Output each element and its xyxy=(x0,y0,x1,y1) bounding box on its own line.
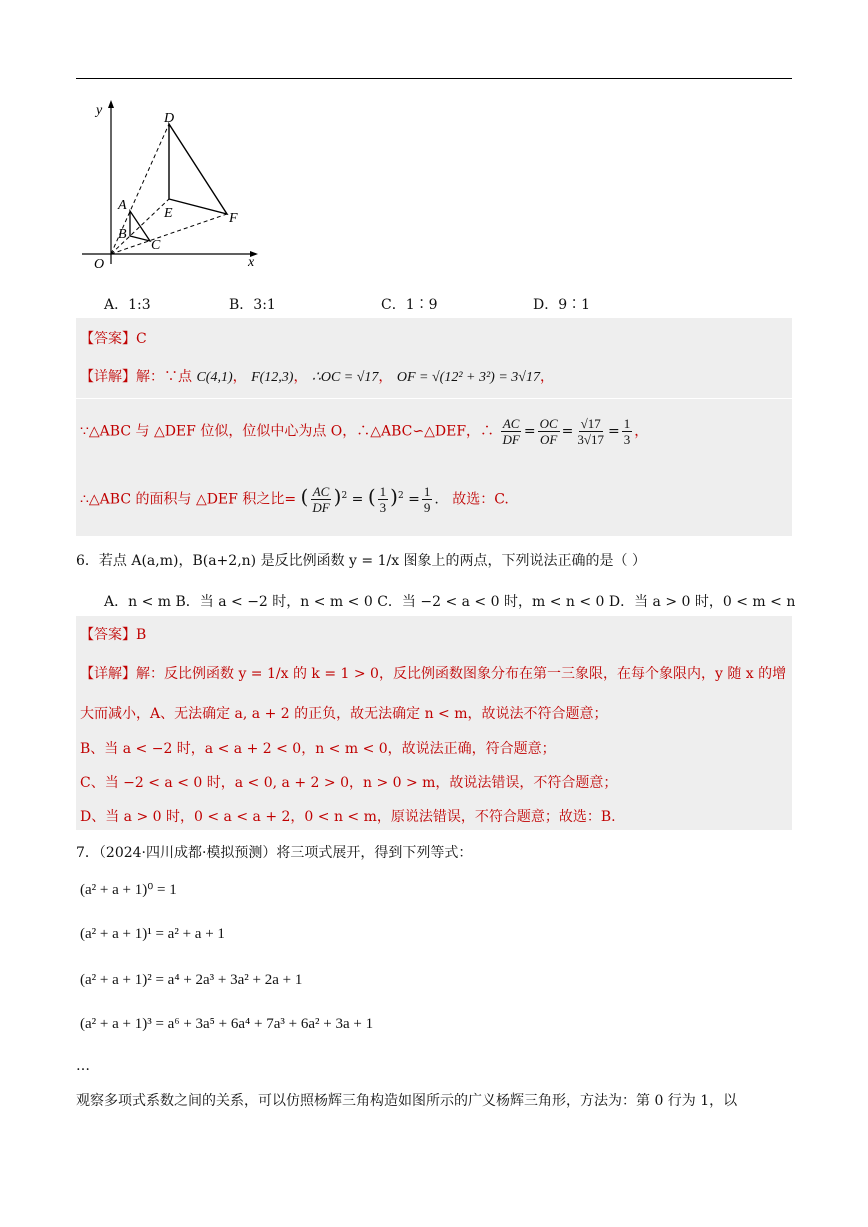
of-value: OF = √(12² + 3²) = 3√17 xyxy=(396,370,540,385)
label-D: D xyxy=(164,111,175,126)
similarity-text: ∵△ABC 与 △DEF 位似，位似中心为点 O，∴△ABC∽△DEF，∴ xyxy=(80,423,495,440)
header-rule xyxy=(76,78,792,79)
ratio-sqrt: $\frac{√17}{3√17}$ xyxy=(577,416,605,447)
q6-stem: 6．若点 A(a,m)，B(a+2,n) 是反比例函数 y = 1/x 图象上的两点，下列说法正确的是（ ） xyxy=(76,553,646,569)
point-C: C(4,1) xyxy=(196,370,233,385)
q5-option-c: C．1∶9 xyxy=(381,297,438,313)
box-divider xyxy=(76,398,792,399)
detail-tag: 【详解】 xyxy=(80,666,136,682)
answer-tag: 【答案】 xyxy=(80,627,136,643)
q6-answer-box xyxy=(76,616,792,830)
detail-tag: 【详解】 xyxy=(80,369,136,385)
q6-detail-5: D、当 a > 0 时，0 < a < a + 2，0 < n < m，原说法错误，不符合题意；故选：B. xyxy=(80,809,616,825)
ratio-oc-of: $\frac{OC}{OF}$ xyxy=(539,416,558,447)
area-frac-one-ninth: $\frac{1}{9}$ xyxy=(423,484,431,515)
q7-stem: 7．（2024·四川成都·模拟预测）将三项式展开，得到下列等式： xyxy=(76,845,473,861)
area-ratio-text: ∴△ABC 的面积与 △DEF 积之比= xyxy=(80,491,297,508)
oc-value: ∴OC = √17 xyxy=(311,370,379,385)
q5-detail-line1: 【详解】解：∵点 C(4,1)， F(12,3)， ∴OC = √17， OF = √(12² + 3²) = 3√17， xyxy=(80,369,554,385)
detail-text: 解：反比例函数 y = 1/x 的 k = 1 > 0，反比例函数图象分布在第一三象限，在每个象限内，y 随 x 的增 xyxy=(136,666,787,682)
q6-detail-2: 大而减小，A、无法确定 a, a + 2 的正负，故无法确定 n < m，故说法不符合题意； xyxy=(80,706,608,722)
q5-option-a: A．1:3 xyxy=(104,297,151,313)
q7-ellipsis: … xyxy=(76,1058,90,1074)
q5-detail-line2: ∵△ABC 与 △DEF 位似，位似中心为点 O，∴△ABC∽△DEF，∴ $\frac{AC}{DF}$ = $\frac{OC}{OF}$ = $\frac{√17}{3√17}$ = $\frac{1}{3}$ ， xyxy=(80,416,649,447)
label-x: x xyxy=(248,255,255,270)
q5-option-b: B．3:1 xyxy=(229,297,276,313)
q7-eq1: (a² + a + 1)¹ = a² + a + 1 xyxy=(80,926,225,942)
label-E: E xyxy=(164,206,173,221)
label-F: F xyxy=(229,211,238,226)
triangle-DEF xyxy=(169,124,227,214)
label-y: y xyxy=(96,103,103,118)
q5-option-d: D．9∶1 xyxy=(533,297,591,313)
area-frac-ac-df: $\frac{AC}{DF}$ xyxy=(312,484,330,515)
q5-choice: 故选：C. xyxy=(452,491,509,508)
label-O: O xyxy=(94,257,105,272)
answer-value: B xyxy=(136,627,147,643)
triangle-ABC xyxy=(130,211,150,241)
label-B: B xyxy=(118,227,127,242)
q5-detail-line3: ∴△ABC 的面积与 △DEF 积之比= ( $\frac{AC}{DF}$ )$^2$ = ( $\frac{1}{3}$ )$^2$ = $\frac{1}{9}$ . 故选：C. xyxy=(80,484,509,515)
q7-eq0: (a² + a + 1)⁰ = 1 xyxy=(80,882,177,898)
q6-detail-1 xyxy=(80,663,786,683)
similar-triangles-figure xyxy=(76,96,276,276)
q7-eq3: (a² + a + 1)³ = a⁶ + 3a⁵ + 6a⁴ + 7a³ + 6a² + 3a + 1 xyxy=(80,1016,374,1032)
q7-last-line: 观察多项式系数之间的关系，可以仿照杨辉三角构造如图所示的广义杨辉三角形，方法为：第 0 行为 1，以 xyxy=(76,1093,738,1109)
label-C: C xyxy=(151,238,161,253)
point-F: F(12,3) xyxy=(251,370,294,385)
ratio-ac-df: $\frac{AC}{DF}$ xyxy=(502,416,520,447)
area-frac-one-third: $\frac{1}{3}$ xyxy=(379,484,387,515)
q6-detail-4: C、当 −2 < a < 0 时，a < 0, a + 2 > 0，n > 0 > m，故说法错误，不符合题意； xyxy=(80,775,618,791)
y-axis-arrow xyxy=(108,100,114,108)
q6-answer xyxy=(80,624,146,644)
label-A: A xyxy=(118,198,127,213)
q6-options: A．n < m B．当 a < −2 时，n < m < 0 C．当 −2 < a < 0 时，m < n < 0 D．当 a > 0 时，0 < m < n xyxy=(104,594,796,610)
answer-value: C xyxy=(136,331,147,347)
q7-eq2: (a² + a + 1)² = a⁴ + 2a³ + 3a² + 2a + 1 xyxy=(80,972,303,988)
q5-answer xyxy=(80,328,147,348)
answer-tag: 【答案】 xyxy=(80,331,136,347)
detail-text: 解：∵点 xyxy=(136,369,192,385)
q6-detail-3: B、当 a < −2 时，a < a + 2 < 0，n < m < 0，故说法正确，符合题意； xyxy=(80,741,556,757)
ratio-one-third: $\frac{1}{3}$ xyxy=(623,416,631,447)
